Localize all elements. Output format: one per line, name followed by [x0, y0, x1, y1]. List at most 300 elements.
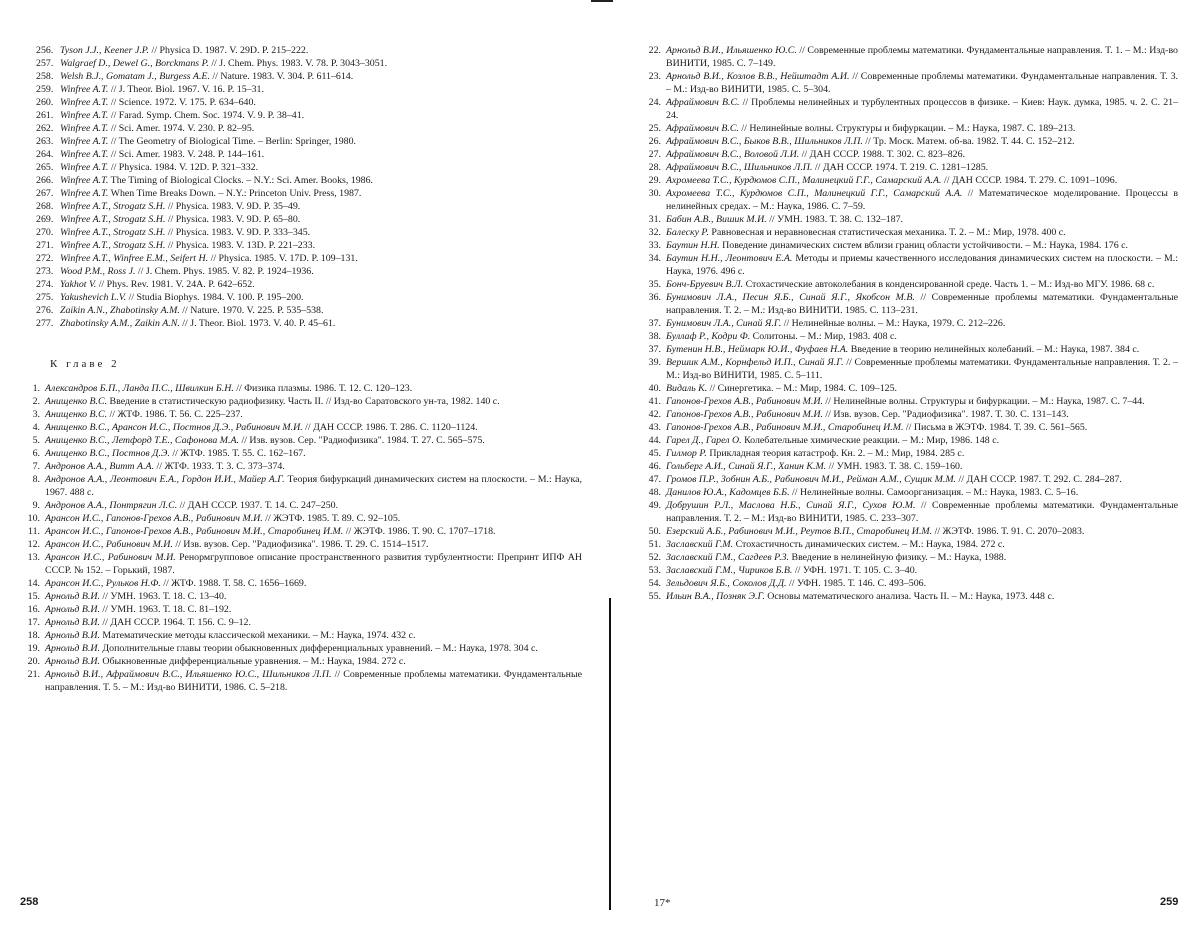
reference-item: [640, 161, 1178, 174]
reference-number: 6.: [32, 448, 40, 459]
reference-authors: Андронов А.А., Леонтович Е.А., Гордон И.И., Майер А.Г.: [45, 474, 285, 485]
chapter-heading: К главе 2: [50, 358, 120, 370]
reference-item: [20, 304, 582, 317]
reference-text: [60, 239, 582, 252]
reference-item: [640, 330, 1178, 343]
reference-number: 272.: [36, 253, 54, 264]
reference-item: [20, 83, 582, 96]
reference-source: Обыкновенные дифференциальные уравнения. – М.: Наука, 1984. 272 с.: [99, 656, 406, 667]
reference-authors: Welsh B.J., Gomatam J., Burgess A.E.: [60, 71, 210, 82]
reference-text: [45, 538, 582, 551]
reference-text: [666, 382, 1178, 395]
reference-item: [20, 187, 582, 200]
reference-text: [666, 96, 1178, 122]
reference-source: // УФН. 1971. Т. 105. С. 3–40.: [792, 565, 918, 576]
reference-number: 13.: [27, 552, 40, 563]
reference-text: [45, 512, 582, 525]
reference-source: // J. Chem. Phys. 1983. V. 78. P. 3043–3051.: [208, 58, 388, 69]
page-gutter-line: [609, 598, 611, 910]
reference-item: [20, 161, 582, 174]
reference-item: [640, 408, 1178, 421]
reference-authors: Андронов А.А., Витт А.А.: [45, 461, 155, 472]
reference-item: [640, 239, 1178, 252]
reference-text: [666, 278, 1178, 291]
reference-source: // ДАН СССР. 1988. Т. 302. С. 823–826.: [799, 149, 966, 160]
reference-source: // Physica. 1983. V. 13D. P. 221–233.: [165, 240, 316, 251]
reference-item: [20, 239, 582, 252]
reference-authors: Арнольд В.И.: [45, 604, 100, 615]
reference-text: [45, 655, 582, 668]
reference-item: [20, 213, 582, 226]
reference-item: [640, 551, 1178, 564]
reference-text: [666, 226, 1178, 239]
reference-item: [640, 460, 1178, 473]
reference-authors: Арансон И.С., Рабинович М.И.: [45, 552, 176, 563]
reference-item: [20, 434, 582, 447]
reference-text: [60, 83, 582, 96]
reference-authors: Баутин Н.Н., Леонтович Е.А.: [666, 253, 793, 264]
reference-source: // УМН. 1963. Т. 18. С. 13–40.: [99, 591, 227, 602]
reference-number: 269.: [36, 214, 54, 225]
reference-source: Введение в статистическую радиофизику. Часть II. // Изд-во Саратовского ун-та, 1982. 140 с.: [107, 396, 500, 407]
reference-source: // Physica. 1983. V. 9D. P. 333–345.: [165, 227, 311, 238]
reference-number: 11.: [28, 526, 40, 537]
reference-number: 27.: [648, 149, 661, 160]
reference-text: [45, 668, 582, 694]
reference-text: [666, 252, 1178, 278]
reference-source: // ЖТФ. 1988. Т. 58. С. 1656–1669.: [160, 578, 307, 589]
reference-item: [20, 525, 582, 538]
reference-number: 16.: [27, 604, 40, 615]
reference-authors: Буллаф Р., Кодри Ф.: [666, 331, 751, 342]
reference-source: // ЖЭТФ. 1986. Т. 91. С. 2070–2083.: [932, 526, 1085, 537]
reference-authors: Гольберг А.И., Синай Я.Г., Ханин К.М.: [666, 461, 827, 472]
reference-text: [666, 213, 1178, 226]
reference-number: 271.: [36, 240, 54, 251]
reference-number: 34.: [648, 253, 661, 264]
reference-number: 20.: [27, 656, 40, 667]
reference-item: [20, 590, 582, 603]
reference-authors: Yakhot V.: [60, 279, 97, 290]
reference-number: 41.: [648, 396, 661, 407]
reference-authors: Арнольд В.И.: [45, 617, 100, 628]
reference-text: [666, 148, 1178, 161]
reference-authors: Афраймович В.С., Быков В.В., Шильников Л.П.: [666, 136, 863, 147]
reference-item: [640, 44, 1178, 70]
reference-source: // Современные проблемы математики. Фундаментальные направления. Т. 2. – М.: Изд-во ВИНИТИ. 1985. С. 113–231.: [666, 292, 1178, 316]
reference-text: [666, 161, 1178, 174]
reference-item: [20, 57, 582, 70]
reference-item: [20, 538, 582, 551]
reference-item: [640, 213, 1178, 226]
reference-source: // Physica. 1983. V. 9D. P. 65–80.: [165, 214, 301, 225]
top-edge-mark: [591, 0, 613, 2]
reference-authors: Арнольд В.И.: [45, 630, 100, 641]
reference-text: [45, 408, 582, 421]
reference-source: Введение в нелинейную физику. – М.: Наука, 1988.: [789, 552, 1007, 563]
reference-number: 15.: [27, 591, 40, 602]
reference-text: [666, 538, 1178, 551]
reference-number: 9.: [32, 500, 40, 511]
reference-text: [666, 135, 1178, 148]
reference-source: // Physica. 1985. V. 17D. P. 109–131.: [208, 253, 358, 264]
reference-authors: Добрушин Р.Л., Маслова Н.Б., Синай Я.Г., Сухов Ю.М.: [666, 500, 916, 511]
reference-item: [640, 486, 1178, 499]
reference-source: // ЖТФ. 1985. Т. 55. С. 162–167.: [169, 448, 306, 459]
reference-text: [666, 551, 1178, 564]
reference-source: // Изв. вузов. Сер. "Радиофизика". 1986. Т. 29. С. 1514–1517.: [172, 539, 429, 550]
reference-item: [20, 382, 582, 395]
reference-source: // ДАН СССР. 1987. Т. 292. С. 284–287.: [956, 474, 1122, 485]
reference-item: [640, 395, 1178, 408]
reference-text: [60, 161, 582, 174]
reference-text: [45, 499, 582, 512]
reference-authors: Winfree A.T.: [60, 97, 109, 108]
reference-authors: Афраймович В.С., Воловой Л.И.: [666, 149, 800, 160]
reference-number: 256.: [36, 45, 54, 56]
reference-authors: Winfree A.T., Strogatz S.H.: [60, 201, 166, 212]
reference-authors: Ахромеева Т.С., Курдюмов С.П., Малинецкий Г.Г., Самарский А.А.: [666, 188, 963, 199]
reference-authors: Winfree A.T., Strogatz S.H.: [60, 240, 166, 251]
reference-item: [20, 551, 582, 577]
reference-source: // Письма в ЖЭТФ. 1984. Т. 39. С. 561–565.: [903, 422, 1088, 433]
reference-item: [20, 629, 582, 642]
reference-number: 14.: [27, 578, 40, 589]
reference-authors: Балеску Р.: [666, 227, 709, 238]
reference-number: 42.: [648, 409, 661, 420]
reference-source: // J. Theor. Biol. 1967. V. 16. P. 15–31.: [108, 84, 264, 95]
reference-authors: Арнольд В.И.: [45, 656, 100, 667]
reference-source: Методы и приемы качественного исследования динамических систем на плоскости. – М.: Наука, 1976. 496 с.: [666, 253, 1178, 277]
reference-text: [666, 577, 1178, 590]
reference-source: // ЖЭТФ. 1985. Т. 89. С. 92–105.: [262, 513, 401, 524]
reference-text: [60, 148, 582, 161]
reference-authors: Видаль К.: [666, 383, 708, 394]
reference-source: // The Geometry of Biological Time. – Berlin: Springer, 1980.: [108, 136, 357, 147]
reference-source: // Современные проблемы математики. Фундаментальные направления. Т. 3. – М.: Изд-во ВИНИТИ, 1985. С. 5–304.: [666, 71, 1178, 95]
reference-number: 2.: [32, 396, 40, 407]
reference-text: [666, 421, 1178, 434]
reference-authors: Winfree A.T.: [60, 136, 109, 147]
reference-authors: Tyson J.J., Keener J.P.: [60, 45, 150, 56]
reference-source: // Современные проблемы математики. Фундаментальные направления. Т. 2. – М.: Изд-во ВИНИТИ, 1985. С. 233–307.: [666, 500, 1178, 524]
reference-item: [20, 252, 582, 265]
reference-number: 54.: [648, 578, 661, 589]
reference-number: 270.: [36, 227, 54, 238]
reference-text: [45, 447, 582, 460]
reference-authors: Бабин А.В., Вишик М.И.: [666, 214, 767, 225]
reference-source: Колебательные химические реакции. – М.: Мир, 1986. 148 с.: [741, 435, 1000, 446]
reference-number: 48.: [648, 487, 661, 498]
reference-authors: Заславский Г.М.: [666, 539, 734, 550]
reference-authors: Заславский Г.М., Чириков Б.В.: [666, 565, 793, 576]
reference-source: // Nature. 1983. V. 304. P. 611–614.: [209, 71, 354, 82]
reference-item: [640, 447, 1178, 460]
reference-authors: Бонч-Бруевич В.Л.: [666, 279, 744, 290]
reference-text: [60, 291, 582, 304]
page-number-right: 259: [1160, 896, 1179, 908]
reference-number: 3.: [32, 409, 40, 420]
reference-authors: Арансон И.С., Гапонов-Грехов А.В., Рабинович М.И.: [45, 513, 263, 524]
reference-number: 4.: [32, 422, 40, 433]
reference-number: 1.: [32, 383, 40, 394]
reference-authors: Гилмор Р.: [666, 448, 707, 459]
reference-item: [640, 252, 1178, 278]
reference-list-chapter-2: [20, 382, 582, 694]
reference-number: 44.: [648, 435, 661, 446]
reference-authors: Wood P.M., Ross J.: [60, 266, 136, 277]
reference-text: [60, 109, 582, 122]
reference-item: [640, 499, 1178, 525]
reference-number: 38.: [648, 331, 661, 342]
reference-authors: Гарел Д., Гарел О.: [666, 435, 742, 446]
reference-source: // ЖТФ. 1986. Т. 56. С. 225–237.: [107, 409, 243, 420]
reference-item: [20, 408, 582, 421]
reference-number: 29.: [648, 175, 661, 186]
reference-number: 25.: [648, 123, 661, 134]
reference-authors: Арнольд В.И., Афраймович В.С., Ильяшенко Ю.С., Шильников Л.П.: [45, 669, 332, 680]
reference-item: [640, 590, 1178, 603]
reference-authors: Yakushevich L.V.: [60, 292, 127, 303]
reference-authors: Арансон И.С., Рабинович М.И.: [45, 539, 173, 550]
reference-number: 17.: [27, 617, 40, 628]
reference-item: [20, 96, 582, 109]
reference-number: 46.: [648, 461, 661, 472]
reference-item: [20, 421, 582, 434]
reference-source: // ДАН СССР. 1937. Т. 14. С. 247–250.: [177, 500, 339, 511]
reference-item: [20, 447, 582, 460]
reference-number: 50.: [648, 526, 661, 537]
reference-number: 8.: [32, 474, 40, 485]
reference-source: // Синергетика. – М.: Мир, 1984. С. 109–125.: [707, 383, 898, 394]
reference-source: // Science. 1972. V. 175. P. 634–640.: [108, 97, 256, 108]
reference-source: // Physica. 1984. V. 12D. P. 321–332.: [108, 162, 259, 173]
reference-text: [666, 486, 1178, 499]
reference-source: // Нелинейные волны. Самоорганизация. – М.: Наука, 1983. С. 5–16.: [789, 487, 1079, 498]
reference-source: // УМН. 1983. Т. 38. С. 132–187.: [766, 214, 904, 225]
reference-number: 277.: [36, 318, 54, 329]
reference-item: [20, 265, 582, 278]
reference-number: 22.: [648, 45, 661, 56]
reference-item: [20, 226, 582, 239]
reference-source: Введение в теорию нелинейных колебаний. – М.: Наука, 1987. 384 с.: [848, 344, 1140, 355]
reference-text: [60, 213, 582, 226]
reference-item: [640, 278, 1178, 291]
reference-item: [20, 512, 582, 525]
reference-item: [640, 564, 1178, 577]
reference-number: 32.: [648, 227, 661, 238]
reference-number: 51.: [648, 539, 661, 550]
reference-item: [640, 135, 1178, 148]
reference-source: // Тр. Моск. Матем. об-ва. 1982. Т. 44. С. 152–212.: [862, 136, 1075, 147]
reference-item: [20, 395, 582, 408]
reference-source: When Time Breaks Down. – N.Y.: Princeton Univ. Press, 1987.: [108, 188, 362, 199]
reference-number: 273.: [36, 266, 54, 277]
reference-item: [20, 122, 582, 135]
reference-source: // Phys. Rev. 1981. V. 24A. P. 642–652.: [96, 279, 255, 290]
reference-number: 23.: [648, 71, 661, 82]
reference-authors: Ильин В.А., Позняк Э.Г.: [666, 591, 765, 602]
reference-authors: Winfree A.T.: [60, 123, 109, 134]
reference-source: Поведение динамических систем вблизи границ области устойчивости. – М.: Наука, 1984. 176 с.: [719, 240, 1128, 251]
reference-number: 259.: [36, 84, 54, 95]
reference-number: 37.: [648, 318, 661, 329]
reference-source: Равновесная и неравновесная статистическая механика. Т. 2. – М.: Мир, 1978. 400 с.: [708, 227, 1066, 238]
page-number-left: 258: [20, 896, 39, 908]
reference-item: [640, 291, 1178, 317]
reference-text: [60, 200, 582, 213]
reference-source: // ЖЭТФ. 1986. Т. 90. С. 1707–1718.: [343, 526, 496, 537]
reference-authors: Андронов А.А., Понтрягин Л.С.: [45, 500, 178, 511]
reference-item: [640, 577, 1178, 590]
reference-item: [640, 421, 1178, 434]
reference-source: // Physica D. 1987. V. 29D. P. 215–222.: [149, 45, 309, 56]
reference-item: [640, 538, 1178, 551]
reference-number: 261.: [36, 110, 54, 121]
reference-source: Математические методы классической механики. – М.: Наука, 1974. 432 с.: [99, 630, 416, 641]
reference-source: // Studia Biophys. 1984. V. 100. P. 195–200.: [126, 292, 304, 303]
reference-number: 33.: [648, 240, 661, 251]
reference-item: [640, 226, 1178, 239]
reference-number: 12.: [27, 539, 40, 550]
reference-source: // Sci. Amer. 1974. V. 230. P. 82–95.: [108, 123, 255, 134]
reference-authors: Вершик А.М., Корнфельд И.П., Синай Я.Г.: [666, 357, 844, 368]
reference-authors: Арнольд В.И., Козлов В.В., Нейштадт А.И.: [666, 71, 850, 82]
reference-text: [45, 434, 582, 447]
reference-item: [20, 603, 582, 616]
reference-source: // J. Chem. Phys. 1985. V. 82. P. 1924–1936.: [135, 266, 314, 277]
reference-item: [640, 187, 1178, 213]
reference-source: Теория бифуркаций динамических систем на плоскости. – М.: Наука, 1967. 488 с.: [45, 474, 582, 498]
reference-authors: Александров Б.П., Ланда П.С., Швилкин Б.Н.: [45, 383, 234, 394]
reference-authors: Данилов Ю.А., Кадомцев Б.Б.: [666, 487, 790, 498]
reference-text: [45, 382, 582, 395]
reference-text: [60, 174, 582, 187]
reference-authors: Бунимович Л.А., Песин Я.Б., Синай Я.Г., Якобсон М.В.: [666, 292, 915, 303]
reference-text: [45, 551, 582, 577]
reference-number: 40.: [648, 383, 661, 394]
reference-source: // Современные проблемы математики. Фундаментальные направления. Т. 1. – М.: Изд-во ВИНИТИ, 1985. С. 7–149.: [666, 45, 1178, 69]
reference-authors: Афраймович В.С.: [666, 123, 739, 134]
reference-source: // Нелинейные волны. – М.: Наука, 1979. С. 212–226.: [781, 318, 1006, 329]
reference-text: [60, 57, 582, 70]
reference-text: [666, 174, 1178, 187]
reference-source: // ЖТФ. 1933. Т. 3. С. 373–374.: [154, 461, 285, 472]
reference-source: The Timing of Biological Clocks. – N.Y.: Sci. Amer. Books, 1986.: [108, 175, 374, 186]
reference-text: [60, 252, 582, 265]
reference-text: [60, 70, 582, 83]
reference-text: [666, 343, 1178, 356]
reference-authors: Winfree A.T.: [60, 149, 109, 160]
reference-text: [666, 44, 1178, 70]
reference-text: [666, 460, 1178, 473]
reference-number: 275.: [36, 292, 54, 303]
reference-number: 274.: [36, 279, 54, 290]
reference-authors: Арнольд В.И.: [45, 643, 100, 654]
reference-authors: Зельдович Я.Б., Соколов Д.Д.: [666, 578, 787, 589]
reference-item: [640, 174, 1178, 187]
reference-source: // Проблемы нелинейных и турбулентных процессов в физике. – Киев: Наук. думка, 1985. ч. 2. С. 21–24.: [666, 97, 1179, 121]
reference-number: 43.: [648, 422, 661, 433]
reference-text: [666, 70, 1178, 96]
reference-text: [45, 395, 582, 408]
reference-text: [45, 642, 582, 655]
reference-item: [640, 525, 1178, 538]
reference-source: Основы математического анализа. Часть II. – М.: Наука, 1973. 448 с.: [764, 591, 1055, 602]
reference-source: // Современные проблемы математики. Фундаментальные направления. Т. 2. – М.: Изд-во ВИНИТИ, 1985. С. 5–111.: [666, 357, 1178, 381]
reference-text: [60, 304, 582, 317]
reference-number: 37.: [648, 344, 661, 355]
reference-authors: Анищенко В.С., Арансон И.С., Постнов Д.Э., Рабинович М.И.: [45, 422, 303, 433]
reference-number: 262.: [36, 123, 54, 134]
reference-authors: Арнольд В.И.: [45, 591, 100, 602]
reference-text: [666, 317, 1178, 330]
reference-number: 19.: [27, 643, 40, 654]
reference-number: 28.: [648, 162, 661, 173]
reference-number: 52.: [648, 552, 661, 563]
reference-authors: Гапонов-Грехов А.В., Рабинович М.И., Старобинец И.М.: [666, 422, 904, 433]
reference-text: [666, 499, 1178, 525]
reference-authors: Езерский А.Б., Рабинович М.И., Реутов В.П., Старобинец И.М.: [666, 526, 933, 537]
reference-number: 18.: [27, 630, 40, 641]
reference-text: [60, 265, 582, 278]
reference-text: [45, 590, 582, 603]
reference-number: 53.: [648, 565, 661, 576]
reference-source: // ДАН СССР. 1984. Т. 279. С. 1091–1096.: [941, 175, 1118, 186]
reference-number: 31.: [648, 214, 661, 225]
reference-source: Стохастические автоколебания в конденсированной среде. Часть 1. – М.: Изд-во МГУ. 1986. 68 с.: [743, 279, 1155, 290]
reference-text: [60, 135, 582, 148]
reference-text: [666, 408, 1178, 421]
reference-authors: Winfree A.T.: [60, 175, 109, 186]
reference-text: [60, 44, 582, 57]
reference-number: 263.: [36, 136, 54, 147]
reference-item: [640, 317, 1178, 330]
reference-text: [45, 460, 582, 473]
reference-list-english: [20, 44, 582, 330]
reference-item: [20, 473, 582, 499]
reference-source: // Физика плазмы. 1986. Т. 12. С. 120–123.: [233, 383, 413, 394]
reference-text: [666, 564, 1178, 577]
reference-item: [20, 109, 582, 122]
reference-authors: Winfree A.T., Winfree E.M., Seifert H.: [60, 253, 209, 264]
left-page: [20, 44, 582, 694]
reference-source: Прикладная теория катастроф. Кн. 2. – М.: Мир, 1984. 285 с.: [706, 448, 965, 459]
reference-item: [20, 174, 582, 187]
reference-authors: Winfree A.T.: [60, 188, 109, 199]
reference-item: [640, 434, 1178, 447]
reference-text: [45, 603, 582, 616]
reference-text: [666, 122, 1178, 135]
reference-number: 267.: [36, 188, 54, 199]
reference-number: 24.: [648, 97, 661, 108]
reference-text: [45, 421, 582, 434]
reference-authors: Zhabotinsky A.M., Zaikin A.N.: [60, 318, 180, 329]
reference-item: [20, 668, 582, 694]
reference-source: // Современные проблемы математики. Фундаментальные направления. Т. 5. – М.: Изд-во ВИНИТИ, 1986. С. 5–218.: [45, 669, 582, 693]
reference-number: 257.: [36, 58, 54, 69]
reference-text: [60, 187, 582, 200]
reference-source: // ДАН СССР. 1974. Т. 219. С. 1281–1285.: [812, 162, 989, 173]
reference-source: Дополнительные главы теории обыкновенных дифференциальных уравнений. – М.: Наука, 1978. 304 с.: [99, 643, 538, 654]
reference-number: 266.: [36, 175, 54, 186]
reference-authors: Zaikin A.N., Zhabotinsky A.M.: [60, 305, 180, 316]
reference-item: [640, 473, 1178, 486]
reference-number: 5.: [32, 435, 40, 446]
reference-text: [666, 291, 1178, 317]
reference-item: [20, 655, 582, 668]
reference-item: [20, 499, 582, 512]
